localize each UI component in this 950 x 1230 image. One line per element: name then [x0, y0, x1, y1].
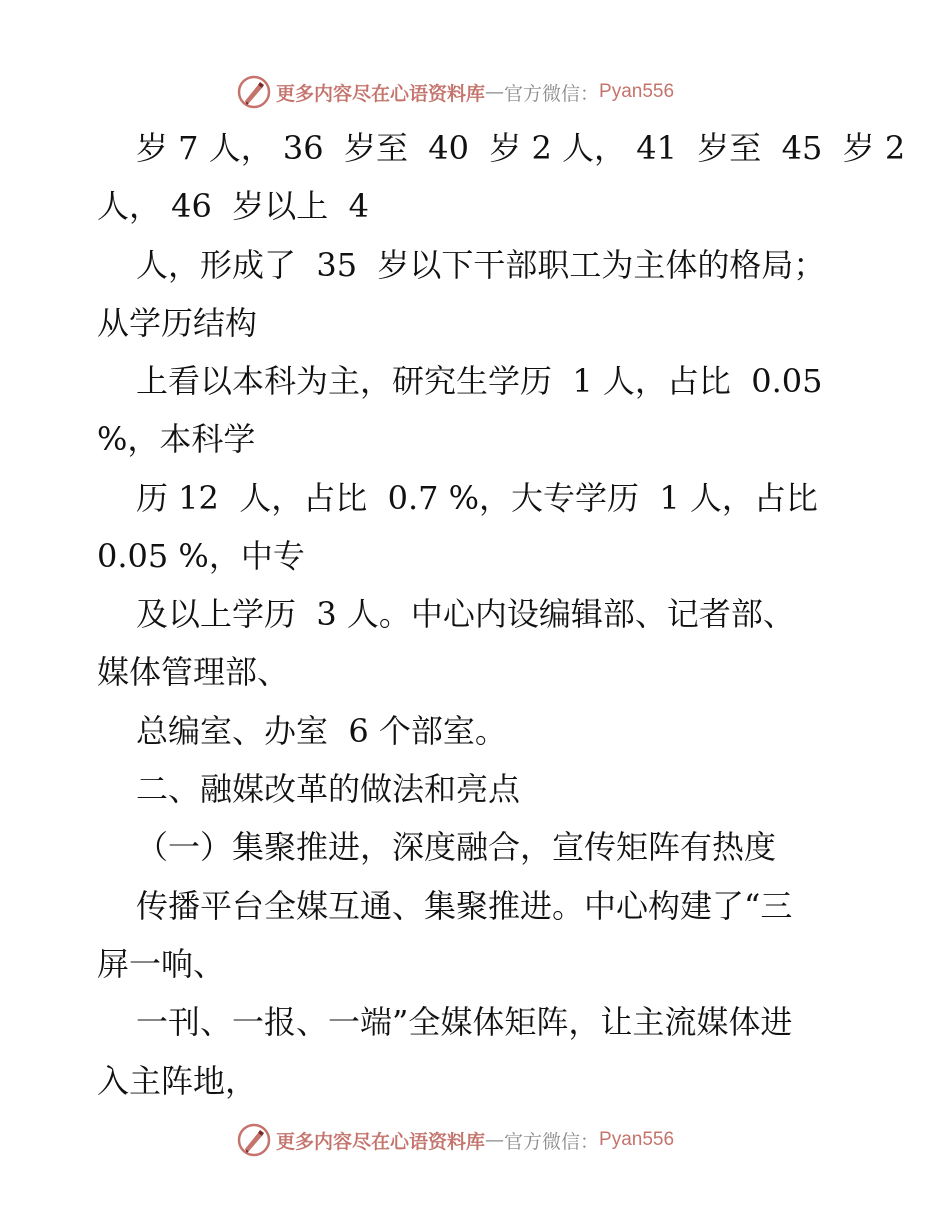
text-line: 人，形成了 35 岁以下干部职工为主体的格局； [136, 246, 826, 284]
text-line: 岁 7 人， 36 岁至 40 岁 2 人， 41 岁至 45 岁 2 [136, 129, 906, 167]
text-line: 总编室、办室 6 个部室。 [136, 712, 507, 750]
text-line: 及以上学历 3 人。中心内设编辑部、记者部、 [136, 595, 795, 633]
text-line: %，本科学 [97, 420, 256, 458]
pen-logo-icon [236, 74, 272, 110]
header-wechat-label: 官方微信： [504, 82, 600, 105]
header-wechat-id: Pyan556 [599, 81, 675, 102]
text-line: 一刊、一报、一端”全媒体矩阵，让主流媒体进 [136, 1003, 793, 1041]
header-dash: — [485, 81, 505, 103]
text-line: 历 12 人，占比 0.7 %，大专学历 1 人，占比 [136, 479, 818, 517]
text-line: 屏一响、 [97, 945, 226, 983]
subsection-heading: （一）集聚推进，深度融合，宣传矩阵有热度 [136, 828, 777, 866]
text-line: 人， 46 岁以上 4 [97, 187, 369, 225]
section-heading: 二、融媒改革的做法和亮点 [136, 770, 521, 808]
footer-wechat-id: Pyan556 [599, 1129, 675, 1150]
text-line: 从学历结构 [97, 304, 258, 342]
footer-site-name: 更多内容尽在心语资料库 [276, 1130, 486, 1153]
text-line: 媒体管理部、 [97, 653, 290, 691]
footer-banner [0, 1120, 950, 1160]
footer-dash: — [485, 1129, 505, 1151]
text-line: 入主阵地， [97, 1062, 258, 1100]
header-banner [0, 72, 950, 112]
pen-logo-icon [236, 1122, 272, 1158]
text-line: 传播平台全媒互通、集聚推进。中心构建了“三 [136, 887, 793, 925]
header-site-name: 更多内容尽在心语资料库 [276, 82, 486, 105]
text-line: 0.05 %，中专 [97, 537, 305, 575]
footer-wechat-label: 官方微信： [504, 1130, 600, 1153]
text-line: 上看以本科为主，研究生学历 1 人，占比 0.05 [136, 362, 823, 400]
